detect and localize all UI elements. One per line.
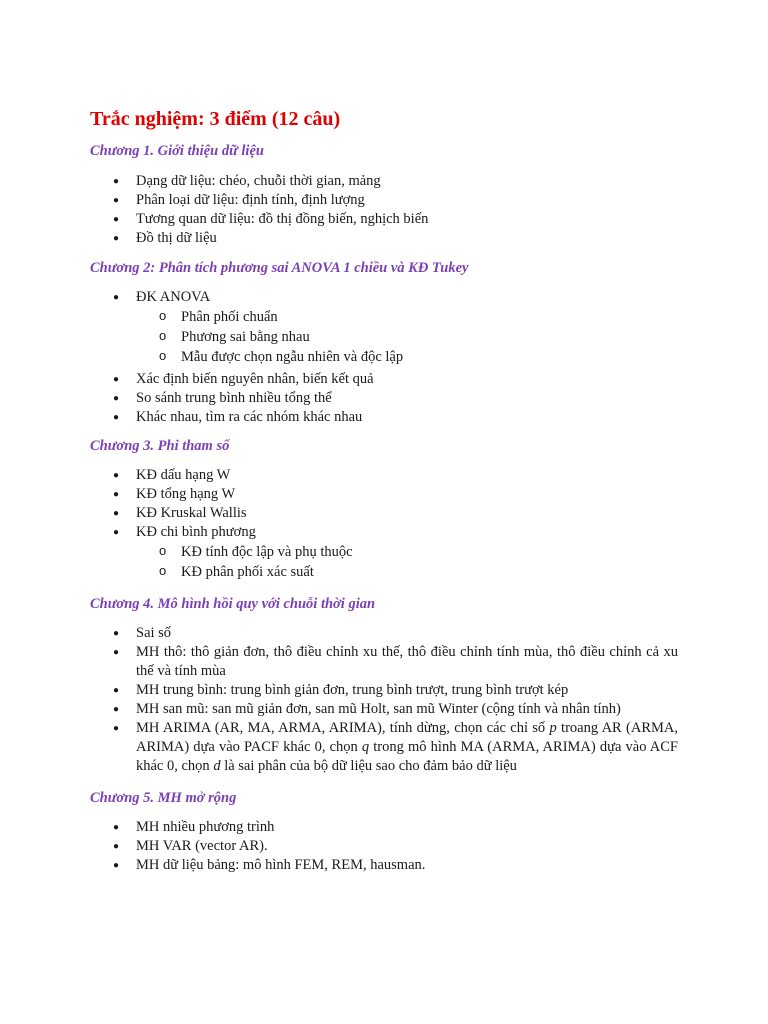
list-item: ● MH nhiều phương trình [136,818,678,837]
chapter-1-heading: Chương 1. Giới thiệu dữ liệu [90,143,264,159]
list-item: ● Tương quan dữ liệu: đồ thị đồng biến, nghịch biến [136,210,678,229]
sub-list [181,307,678,367]
list-item: ● KĐ dấu hạng W [136,466,678,485]
page-title: Trắc nghiệm: 3 điểm (12 câu) [90,108,341,130]
list-item: ● MH trung bình: trung bình giản đơn, trung bình trượt, trung bình trượt kép [136,681,678,700]
sub-list-item: o KĐ tính độc lập và phụ thuộc [181,542,678,562]
list-item-arima [136,719,678,776]
arima-p: p [549,720,557,736]
sub-list-item: o Phương sai bằng nhau [181,327,678,347]
chapter-5-heading: Chương 5. MH mở rộng [90,790,237,806]
sub-list [181,542,678,582]
list-item: ● Khác nhau, tìm ra các nhóm khác nhau [136,408,678,427]
chapter-5-list [136,818,678,875]
arima-text-4: là sai phân của bộ dữ liệu sao cho đảm bảo dữ liệu [220,758,517,774]
list-item: ● MH dữ liệu bảng: mô hình FEM, REM, hausman. [136,856,678,875]
sub-list-item: o KĐ phân phối xác suất [181,562,678,582]
chapter-3-heading: Chương 3. Phi tham số [90,438,230,454]
chapter-4-list [136,624,678,776]
list-item: ● MH san mũ: san mũ giản đơn, san mũ Holt, san mũ Winter (cộng tính và nhân tính) [136,700,678,719]
arima-q: q [361,739,370,755]
chapter-3-list [136,466,678,582]
list-item: ● Sai số [136,624,678,643]
list-item: ● Đồ thị dữ liệu [136,229,678,248]
chapter-2-list [136,288,678,427]
arima-text-2: troang AR (ARMA, ARIMA) dựa vào PACF khác 0, chọn [136,720,678,755]
list-item: ● Phân loại dữ liệu: định tính, định lượng [136,191,678,210]
list-item [136,288,678,367]
arima-text-1: MH ARIMA (AR, MA, ARMA, ARIMA), tính dừng, chọn các chỉ số [136,720,550,736]
chapter-1-list [136,172,678,248]
list-item: ● MH VAR (vector AR). [136,837,678,856]
list-item-label: ĐK ANOVA [136,289,211,305]
arima-d: d [213,758,221,774]
list-item [136,523,678,582]
list-item: ● Dạng dữ liệu: chéo, chuỗi thời gian, mảng [136,172,678,191]
list-item: ● Xác định biến nguyên nhân, biến kết quả [136,370,678,389]
list-item: ● So sánh trung bình nhiều tổng thể [136,389,678,408]
arima-text-3: trong mô hình MA (ARMA, ARIMA) dựa vào ACF khác 0, chọn [136,739,678,774]
list-item: ● KĐ tổng hạng W [136,485,678,504]
sub-list-item: o Phân phối chuẩn [181,307,678,327]
chapter-4-heading: Chương 4. Mô hình hồi quy với chuỗi thời gian [90,596,376,612]
list-item: ● MH thô: thô giản đơn, thô điều chỉnh xu thế, thô điều chỉnh tính mùa, thô điều chỉnh cả xu thế và tính mùa [136,643,678,681]
chapter-2-heading: Chương 2: Phân tích phương sai ANOVA 1 chiều và KĐ Tukey [90,260,469,276]
list-item: ● KĐ Kruskal Wallis [136,504,678,523]
list-item-label: KĐ chi bình phương [136,524,256,540]
sub-list-item: o Mẫu được chọn ngẫu nhiên và độc lập [181,347,678,367]
